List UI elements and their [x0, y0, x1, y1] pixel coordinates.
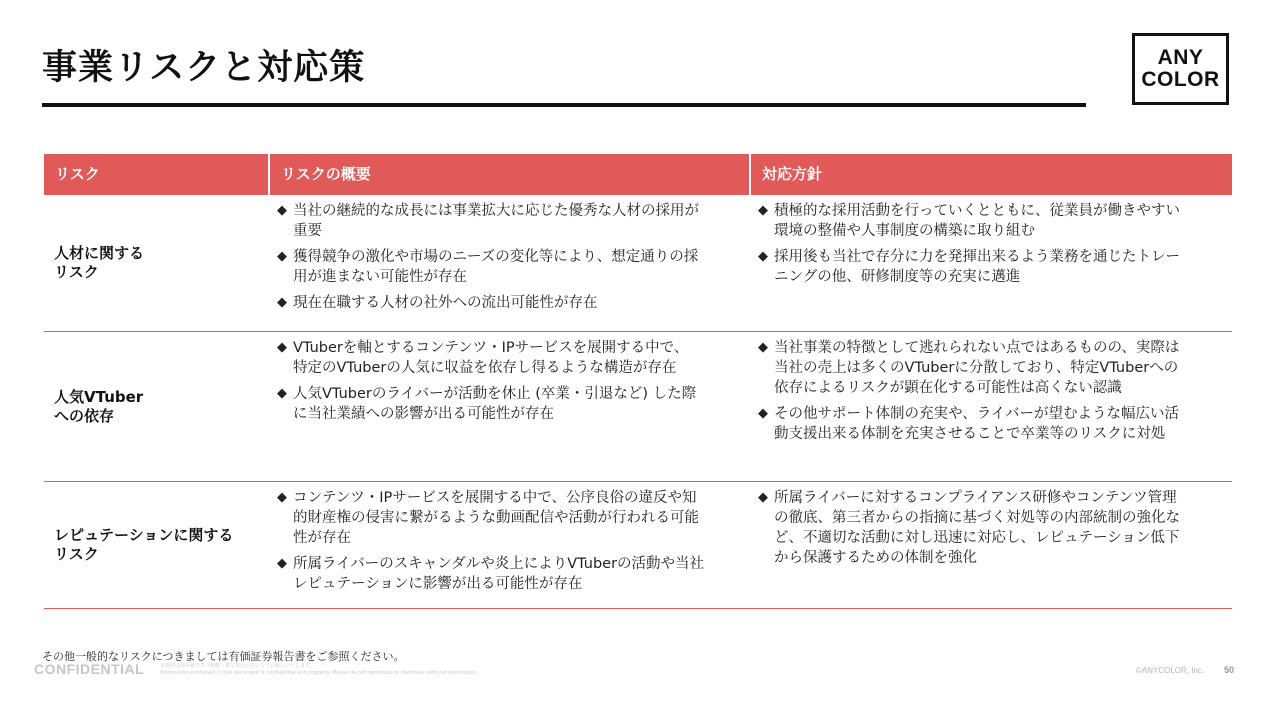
bullet-item: [277, 384, 745, 424]
footnote: その他一般的なリスクにつきましては有価証券報告書をご参照ください。: [42, 650, 405, 663]
diamond-bullet-icon: ◆: [277, 340, 287, 355]
diamond-bullet-icon: ◆: [758, 249, 768, 264]
confidential-mark: CONFIDENTIAL: [34, 661, 145, 677]
diamond-bullet-icon: ◆: [277, 249, 287, 264]
policy-cell: [751, 195, 1232, 331]
title-underline: [42, 103, 1086, 107]
policy-cell: [751, 332, 1232, 481]
risk-overview-cell: [270, 332, 751, 481]
bullet-item: [758, 488, 1226, 568]
bullet-text: VTuberを軸とするコンテンツ・IPサービスを展開する中で、 特定のVTuberの人気に収益を依存し得るような構造が存在: [293, 340, 689, 376]
page-number: 50: [1224, 665, 1235, 675]
column-header-risk: リスク: [44, 154, 270, 195]
risk-label: レピュテーションに関する リスク: [54, 526, 234, 563]
bullet-item: [277, 488, 745, 548]
table-row: [44, 482, 1232, 609]
diamond-bullet-icon: ◆: [758, 203, 768, 218]
diamond-bullet-icon: ◆: [277, 295, 287, 310]
page-title: 事業リスクと対応策: [42, 48, 366, 88]
bullet-item: [277, 338, 745, 378]
fine-print-line-1: 本資料は部外秘であり無断・複写等行わないようお願いいたします。: [160, 663, 315, 669]
bullet-item: [758, 338, 1226, 398]
bullet-text: 所属ライバーのスキャンダルや炎上によりVTuberの活動や当社 レピュテーションに影響が出る可能性が存在: [293, 556, 705, 592]
bullet-text: 所属ライバーに対するコンプライアンス研修やコンテンツ管理 の徹底、第三者からの指摘に基づく対処等の内部統制の強化な ど、不適切な活動に対し迅速に対応し、レピュテーション低下 から保護するための体制を強化: [774, 490, 1180, 566]
diamond-bullet-icon: ◆: [758, 340, 768, 355]
bullet-item: [277, 293, 745, 313]
bullet-item: [277, 201, 745, 241]
bullet-text: 当社事業の特徴として逃れられない点ではあるものの、実際は 当社の売上は多くのVTuberに分散しており、特定VTuberへの 依存によるリスクが顕在化する可能性は高くない認識: [774, 340, 1180, 396]
bullet-item: [758, 404, 1226, 444]
risk-overview-cell: [270, 482, 751, 608]
bullet-text: その他サポート体制の充実や、ライバーが望むような幅広い活 動支援出来る体制を充実させることで卒業等のリスクに対処: [774, 406, 1179, 442]
bullet-text: コンテンツ・IPサービスを展開する中で、公序良俗の違反や知 的財産権の侵害に繋がるような動画配信や活動が行われる可能 性が存在: [293, 490, 699, 546]
bullet-item: [758, 247, 1226, 287]
diamond-bullet-icon: ◆: [758, 490, 768, 505]
risk-label: 人気VTuber への依存: [54, 387, 144, 425]
risk-overview-cell: [270, 195, 751, 331]
fine-print: [160, 663, 477, 677]
diamond-bullet-icon: ◆: [277, 203, 287, 218]
copyright: ©ANYCOLOR, Inc.: [1136, 666, 1205, 675]
logo-line-1: ANY: [1157, 46, 1204, 69]
table-row: [44, 332, 1232, 482]
column-header-overview: リスクの概要: [270, 154, 751, 195]
table-header: [44, 154, 1232, 195]
fine-print-line-2: Information contained in this document is confidential and property. Please do not reproduce or distribute with out permission.: [160, 670, 478, 676]
risk-label-cell: [44, 195, 270, 331]
diamond-bullet-icon: ◆: [277, 556, 287, 571]
bullet-text: 当社の継続的な成長には事業拡大に応じた優秀な人材の採用が 重要: [293, 203, 699, 239]
diamond-bullet-icon: ◆: [277, 386, 287, 401]
bullet-text: 積極的な採用活動を行っていくとともに、従業員が働きやすい 環境の整備や人事制度の構築に取り組む: [774, 203, 1180, 239]
policy-cell: [751, 482, 1232, 608]
bullet-item: [758, 201, 1226, 241]
bullet-text: 現在在職する人材の社外への流出可能性が存在: [293, 295, 598, 311]
column-header-policy: 対応方針: [762, 165, 823, 183]
logo-line-2: COLOR: [1141, 68, 1220, 91]
bullet-text: 採用後も当社で存分に力を発揮出来るよう業務を通じたトレー ニングの他、研修制度等の充実に邁進: [774, 249, 1180, 285]
risk-label: 人材に関する リスク: [54, 244, 145, 281]
table-row: [44, 195, 1232, 332]
bullet-text: 人気VTuberのライバーが活動を休止 (卒業・引退など) した際 に当社業績への影響が出る可能性が存在: [293, 386, 697, 422]
bullet-item: [277, 554, 745, 594]
risk-label-cell: [44, 332, 270, 481]
anycolor-logo: [1132, 33, 1229, 105]
risk-label-cell: [44, 482, 270, 608]
diamond-bullet-icon: ◆: [758, 406, 768, 421]
diamond-bullet-icon: ◆: [277, 490, 287, 505]
risk-table: [44, 154, 1232, 609]
bullet-item: [277, 247, 745, 287]
bullet-text: 獲得競争の激化や市場のニーズの変化等により、想定通りの採 用が進まない可能性が存在: [293, 249, 699, 285]
